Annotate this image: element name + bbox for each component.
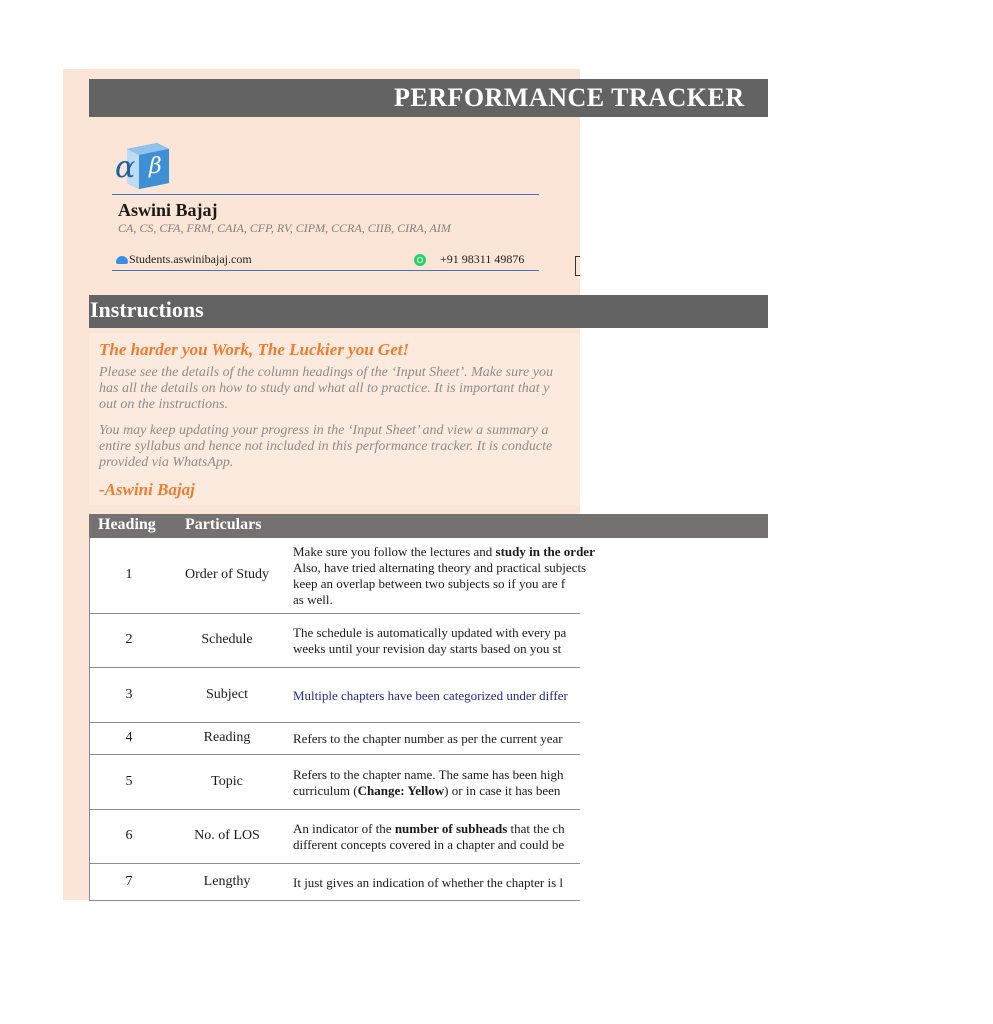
profile-name: Aswini Bajaj [118,200,218,220]
row-particulars: Multiple chapters have been categorized under differ [293,687,568,703]
row-number: 4 [125,730,133,745]
row-number: 5 [125,773,133,789]
row-heading: Topic [211,773,243,789]
table-row [89,723,580,755]
phone-link[interactable] [414,252,524,267]
clipped-box [575,256,580,276]
para-line: You may keep updating your progress in the ‘Input Sheet’ and view a summary a [99,423,549,438]
title-bar [89,79,768,117]
row-heading: No. of LOS [194,828,260,843]
divider [112,270,539,271]
table-row [89,864,580,901]
instructions-box [89,333,580,505]
instructions-heading: Instructions [90,297,204,322]
table-row [89,668,580,723]
website-text: Students.aswinibajaj.com [129,252,252,266]
para-line: entire syllabus and hence not included in this performance tracker. It is conducte [99,439,553,454]
signature: -Aswini Bajaj [99,480,195,499]
phone-text: +91 98311 49876 [440,252,525,266]
profile-credentials: CA, CS, CFA, FRM, CAIA, CFP, RV, CIPM, CCRA, CIIB, CIRA, AIM [118,221,451,235]
tagline: The harder you Work, The Luckier you Get! [99,340,410,359]
divider [112,194,539,195]
table-row [89,810,580,864]
table-row [89,538,595,614]
instructions-header [89,295,768,328]
row-heading: Reading [203,730,251,745]
table-header [89,514,768,538]
instructions-paragraph-2 [99,423,552,471]
row-heading: Subject [206,686,248,702]
row-heading: Schedule [201,632,253,647]
table-row [89,614,580,668]
para-line: provided via WhatsApp. [99,455,234,470]
row-particulars: An indicator of the number of subheads that the ch different concepts covered in a chapter and could be [293,821,565,852]
svg-text:β: β [149,154,162,179]
instructions-paragraph-1 [99,365,553,413]
whatsapp-icon [414,254,426,266]
table-left-border [89,538,90,901]
para-line: Please see the details of the column headings of the ‘Input Sheet’. Make sure you [99,365,553,380]
row-heading: Order of Study [185,567,269,582]
row-particulars: The schedule is automatically updated with every pa weeks until your revision day starts based on you st [293,625,567,656]
row-number: 2 [125,632,133,647]
table-row [89,755,580,810]
instructions-table [89,538,595,901]
column-header-particulars: Particulars [185,516,262,533]
row-particulars: It just gives an indication of whether the chapter is l [293,874,564,890]
row-heading: Lengthy [203,873,251,889]
para-line: has all the details on how to study and what all to practice. It is important that y [99,381,550,396]
column-header-heading: Heading [98,516,156,533]
row-number: 1 [125,567,133,582]
row-number: 3 [125,686,133,702]
svg-text:α: α [115,150,136,185]
row-number: 7 [125,873,133,889]
website-link[interactable] [116,252,252,267]
row-particulars: Refers to the chapter name. The same has been high curriculum (Change: Yellow) or in case it has been [293,766,564,798]
row-particulars: Refers to the chapter number as per the current year [293,731,563,746]
para-line: out on the instructions. [99,397,229,412]
globe-icon [116,256,128,264]
row-particulars: Make sure you follow the lectures and study in the order Also, have tried alternating theory and practical subjects keep an overlap between two subjects so if you are f as well. [293,544,595,607]
alpha-beta-logo-icon [113,141,173,189]
page-title: PERFORMANCE TRACKER [394,83,745,112]
row-number: 6 [125,828,133,843]
